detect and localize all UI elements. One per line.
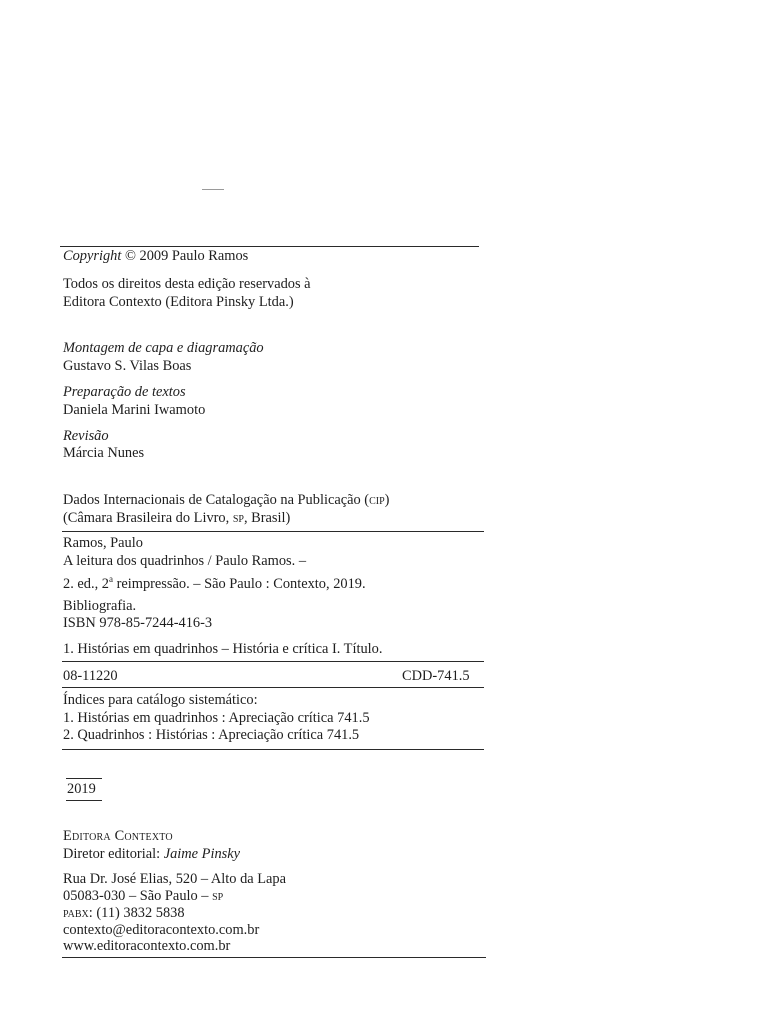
credit-role-revision: Revisão	[63, 428, 109, 444]
copyright-text: © 2009 Paulo Ramos	[121, 248, 249, 264]
director-name: Jaime Pinsky	[163, 846, 241, 862]
credit-name-layout: Gustavo S. Vilas Boas	[63, 358, 192, 374]
credit-name-preparation: Daniela Marini Iwamoto	[63, 402, 206, 418]
cip-header-2-close: , Brasil)	[243, 510, 291, 526]
cip-index-title: Índices para catálogo sistemático:	[63, 692, 258, 708]
cip-header-1	[63, 491, 389, 509]
cip-title: A leitura dos quadrinhos / Paulo Ramos. –	[63, 553, 307, 569]
address-state: sp	[212, 888, 224, 904]
copyright-line	[63, 247, 248, 265]
cip-author: Ramos, Paulo	[63, 535, 143, 551]
credit-role-layout: Montagem de capa e diagramação	[63, 340, 264, 356]
credit-name-revision: Márcia Nunes	[63, 445, 145, 461]
cip-rule-4	[62, 749, 484, 750]
cip-abbrev: cip	[369, 492, 385, 508]
publisher-address-1: Rua Dr. José Elias, 520 – Alto da Lapa	[63, 871, 287, 887]
cip-edition	[63, 570, 366, 593]
year: 2019	[67, 781, 96, 797]
phone-label: pabx	[63, 905, 89, 921]
address-2-text: 05083-030 – São Paulo –	[63, 888, 213, 904]
cip-header-2-text: (Câmara Brasileira do Livro,	[63, 510, 233, 526]
publisher-website: www.editoracontexto.com.br	[63, 938, 231, 954]
cip-state-abbrev: sp	[232, 510, 244, 526]
cip-header-1-text: Dados Internacionais de Catalogação na Publicação (	[63, 492, 370, 508]
cip-index-item-2: 2. Quadrinhos : Histórias : Apreciação crítica 741.5	[63, 727, 360, 743]
publisher-director	[63, 845, 240, 863]
publisher-email: contexto@editoracontexto.com.br	[63, 922, 260, 938]
cip-edition-ordinal: a	[108, 574, 113, 584]
year-rule-bottom	[66, 800, 102, 801]
cip-isbn: ISBN 978-85-7244-416-3	[63, 615, 213, 631]
publisher-name: Editora Contexto	[63, 828, 173, 844]
cip-bibliography: Bibliografia.	[63, 598, 137, 614]
bottom-rule	[62, 957, 486, 958]
cip-header-2	[63, 509, 290, 527]
director-label: Diretor editorial:	[63, 846, 164, 862]
cip-rule-3	[62, 687, 484, 688]
cip-rule-2	[62, 661, 484, 662]
copyright-label: Copyright	[63, 248, 122, 264]
publisher-phone	[63, 904, 185, 922]
credit-role-preparation: Preparação de textos	[63, 384, 186, 400]
rights-line-2: Editora Contexto (Editora Pinsky Ltda.)	[63, 294, 294, 310]
cip-rule-1	[62, 531, 484, 532]
cip-cdd: CDD-741.5	[402, 668, 470, 684]
cip-header-1-close: )	[384, 492, 390, 508]
cip-control-number: 08-11220	[63, 668, 118, 684]
cip-edition-rest: reimpressão. – São Paulo : Contexto, 2019.	[112, 575, 366, 592]
cip-index-item-1: 1. Histórias em quadrinhos : Apreciação crítica 741.5	[63, 710, 370, 726]
phone-number: : (11) 3832 5838	[88, 905, 185, 921]
cip-subjects: 1. Histórias em quadrinhos – História e crítica I. Título.	[63, 641, 383, 657]
scan-smudge	[202, 189, 224, 190]
rights-line-1: Todos os direitos desta edição reservados à	[63, 276, 311, 292]
cip-edition-text: 2. ed., 2	[63, 575, 109, 592]
year-rule-top	[66, 778, 102, 779]
publisher-address-2	[63, 887, 223, 905]
